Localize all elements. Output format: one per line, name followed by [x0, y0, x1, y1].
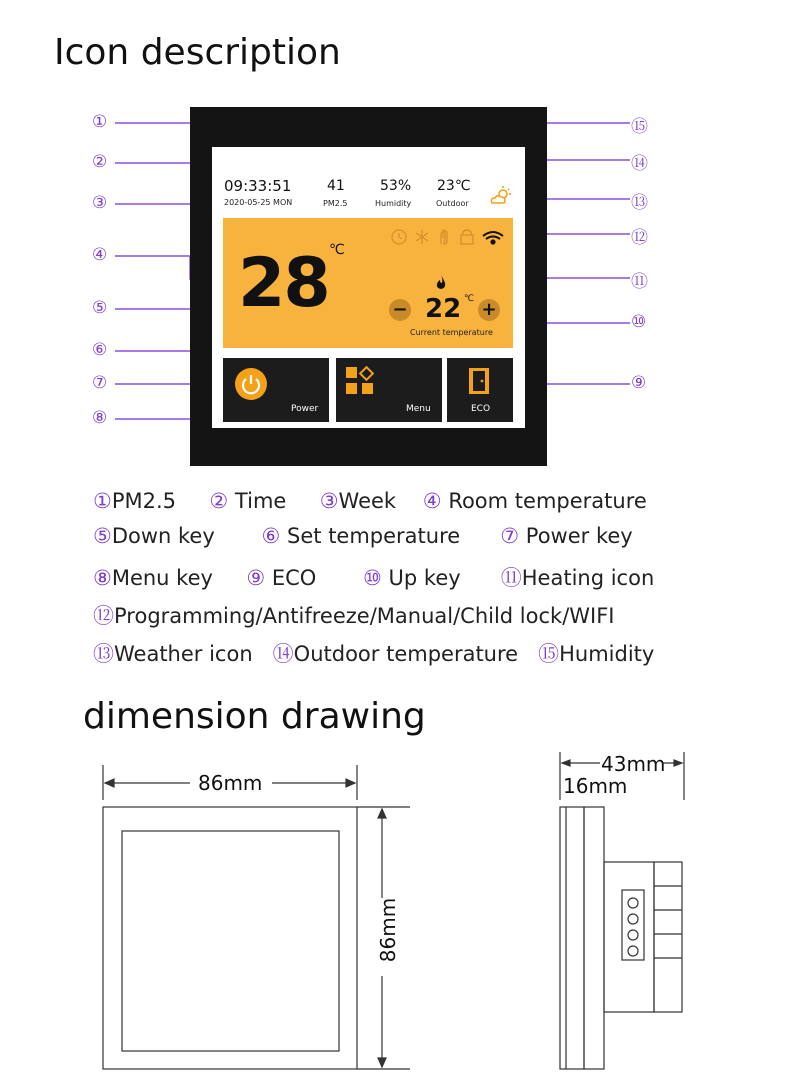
power-key-label: Power	[291, 404, 319, 414]
front-outline	[103, 807, 357, 1069]
legend-num-15: ⑮	[538, 642, 560, 666]
legend-text-down-key: Down key	[111, 524, 215, 548]
legend-text-up-key: Up key	[388, 566, 461, 590]
callout-5: ⑤	[92, 298, 108, 318]
callout-9: ⑨	[631, 373, 647, 393]
legend-text-programming: Programming/Antifreeze/Manual/Child lock/WIFI	[114, 604, 615, 628]
legend-text-menu-key: Menu key	[111, 566, 213, 590]
date-display: 2020-05-25 MON	[224, 198, 293, 207]
legend-num-10: ⑩	[363, 566, 382, 590]
callout-12: ⑫	[631, 228, 648, 248]
humidity-label: Humidity	[375, 199, 412, 208]
legend-text-heating-icon: Heating icon	[521, 566, 655, 590]
heating-icon	[434, 274, 448, 290]
legend-num-1: ①	[93, 489, 112, 513]
legend-text-outdoor-temperature: Outdoor temperature	[293, 642, 519, 666]
legend-text-weather-icon: Weather icon	[114, 642, 253, 666]
front-width-label: 86mm	[198, 771, 263, 795]
legend-text-eco: ECO	[271, 566, 317, 590]
callout-10: ⑩	[631, 312, 647, 332]
eco-key[interactable]	[447, 358, 513, 422]
side-depth-label: 43mm	[601, 752, 666, 776]
legend-text-humidity: Humidity	[559, 642, 655, 666]
callout-6: ⑥	[92, 340, 108, 360]
weather-icon	[489, 186, 513, 206]
callout-14: ⑭	[631, 154, 648, 174]
front-height-label: 86mm	[376, 897, 401, 963]
legend-num-14: ⑭	[272, 642, 294, 666]
callout-4: ④	[92, 245, 108, 265]
outdoor-temp-value: 23℃	[437, 178, 471, 194]
legend-row-2	[93, 524, 633, 548]
legend-row-4	[93, 600, 615, 630]
room-temp-unit: ℃	[329, 242, 345, 258]
legend-num-3: ③	[319, 489, 339, 513]
up-key-button[interactable]: +	[478, 299, 500, 321]
side-front-label: 16mm	[563, 774, 628, 798]
legend-text-room-temperature: Room temperature	[448, 489, 647, 513]
callout-3: ③	[92, 193, 108, 213]
down-key-button[interactable]: −	[389, 299, 411, 321]
legend-num-4: ④	[422, 489, 442, 513]
callout-2: ②	[92, 152, 108, 172]
antifreeze-icon	[416, 230, 428, 244]
legend-num-9: ⑨	[246, 566, 266, 590]
outdoor-label: Outdoor	[436, 199, 469, 208]
callout-15: ⑮	[631, 117, 648, 137]
legend-num-6: ⑥	[261, 524, 281, 548]
set-temp-unit: ℃	[464, 294, 475, 304]
callout-11: ⑪	[631, 272, 648, 292]
set-temperature: 22	[425, 294, 462, 324]
menu-icon	[345, 366, 377, 398]
set-temp-label: Current temperature	[410, 328, 493, 337]
front-screen-outline	[122, 831, 339, 1051]
legend-num-8: ⑧	[93, 566, 112, 590]
eco-door-icon	[467, 366, 493, 396]
power-key[interactable]	[223, 358, 329, 422]
legend-row-5	[93, 638, 654, 668]
legend-text-time: Time	[234, 489, 287, 513]
legend-num-5: ⑤	[93, 524, 112, 548]
time-display: 09:33:51	[224, 177, 292, 195]
callout-13: ⑬	[631, 193, 648, 213]
legend-num-11: ⑪	[500, 566, 522, 590]
legend-num-13: ⑬	[93, 642, 114, 666]
legend-text-power-key: Power key	[525, 524, 633, 548]
room-temperature: 28	[238, 244, 329, 323]
callout-7: ⑦	[92, 373, 108, 393]
power-icon	[235, 368, 267, 400]
legend-row-1	[93, 489, 647, 513]
status-icons	[390, 227, 508, 247]
legend-num-7: ⑦	[500, 524, 520, 548]
legend-text-pm25: PM2.5	[111, 489, 177, 513]
side-front-plate	[560, 807, 584, 1069]
pm25-label: PM2.5	[323, 199, 348, 208]
icon-description-heading: Icon description	[54, 32, 341, 73]
dimension-drawing-heading: dimension drawing	[83, 696, 426, 737]
eco-key-label: ECO	[471, 404, 491, 414]
legend-text-set-temperature: Set temperature	[287, 524, 461, 548]
menu-key-label: Menu	[406, 404, 431, 414]
humidity-value: 53%	[380, 178, 412, 194]
callout-8: ⑧	[92, 408, 108, 428]
legend-row-3	[93, 562, 654, 592]
pm25-value: 41	[327, 178, 345, 194]
legend-num-2: ②	[209, 489, 229, 513]
callout-1: ①	[92, 112, 108, 132]
menu-key[interactable]	[336, 358, 442, 422]
legend-text-week: Week	[338, 489, 397, 513]
legend-num-12: ⑫	[93, 604, 114, 628]
